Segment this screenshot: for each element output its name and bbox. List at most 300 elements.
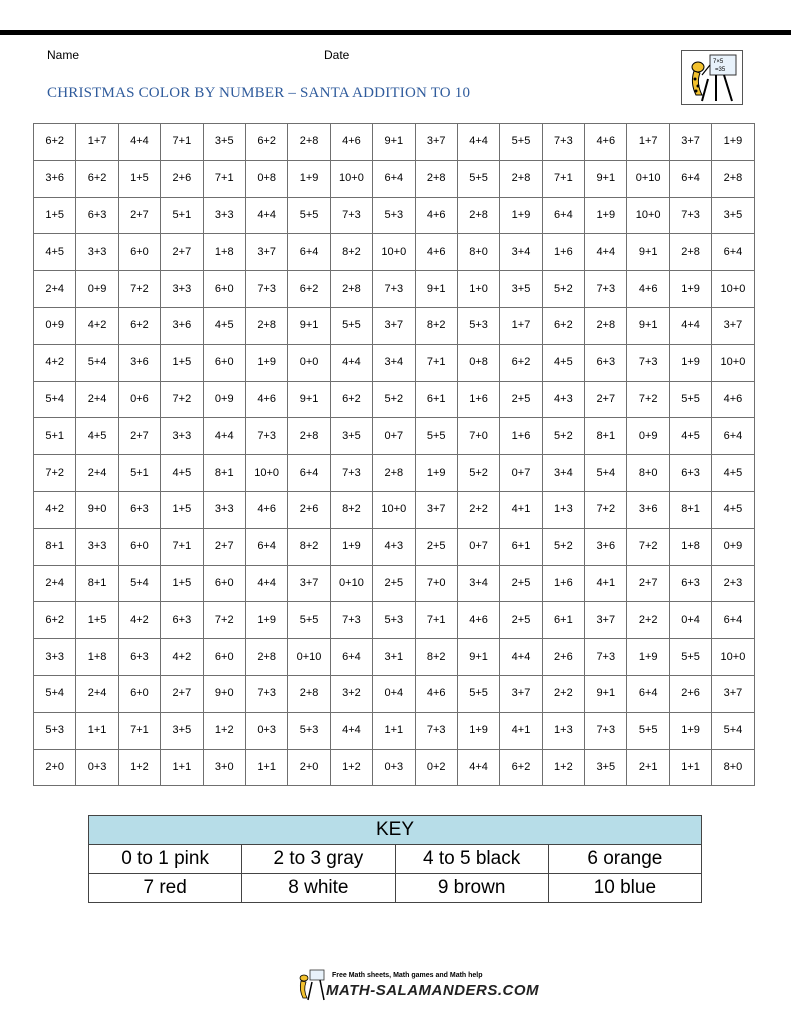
grid-cell: 10+0 (712, 344, 754, 381)
grid-cell: 0+3 (373, 749, 415, 786)
grid-cell: 1+5 (161, 491, 203, 528)
grid-cell: 6+2 (76, 160, 118, 197)
grid-cell: 2+7 (161, 234, 203, 271)
grid-cell: 6+1 (500, 528, 542, 565)
grid-cell: 4+4 (585, 234, 627, 271)
key-entry: 0 to 1 pink (89, 845, 242, 874)
grid-cell: 2+6 (161, 160, 203, 197)
grid-cell: 6+1 (542, 602, 584, 639)
grid-cell: 0+9 (76, 271, 118, 308)
grid-cell: 4+6 (245, 381, 287, 418)
grid-cell: 4+6 (585, 124, 627, 161)
grid-cell: 5+5 (669, 639, 711, 676)
grid-cell: 3+5 (161, 712, 203, 749)
grid-row (34, 602, 755, 639)
addition-grid (33, 123, 755, 786)
footer-branding (296, 968, 540, 1004)
grid-cell: 6+0 (118, 234, 160, 271)
grid-row (34, 528, 755, 565)
grid-cell: 5+5 (457, 675, 499, 712)
grid-cell: 1+1 (76, 712, 118, 749)
grid-cell: 2+7 (161, 675, 203, 712)
grid-cell: 2+7 (118, 197, 160, 234)
grid-cell: 2+5 (500, 381, 542, 418)
grid-cell: 9+0 (203, 675, 245, 712)
grid-cell: 8+2 (415, 307, 457, 344)
grid-cell: 1+5 (76, 602, 118, 639)
grid-row (34, 639, 755, 676)
grid-cell: 7+3 (585, 639, 627, 676)
grid-row (34, 749, 755, 786)
grid-cell: 1+9 (500, 197, 542, 234)
key-entry: 2 to 3 gray (242, 845, 395, 874)
grid-cell: 5+5 (288, 602, 330, 639)
grid-cell: 5+5 (330, 307, 372, 344)
grid-cell: 3+3 (203, 491, 245, 528)
grid-cell: 6+0 (203, 565, 245, 602)
key-entry: 6 orange (548, 845, 701, 874)
grid-cell: 7+3 (245, 271, 287, 308)
grid-cell: 7+1 (161, 124, 203, 161)
grid-cell: 2+8 (373, 455, 415, 492)
grid-cell: 6+2 (34, 602, 76, 639)
grid-row (34, 160, 755, 197)
grid-cell: 1+8 (203, 234, 245, 271)
grid-cell: 2+2 (457, 491, 499, 528)
grid-cell: 1+9 (330, 528, 372, 565)
grid-cell: 2+8 (245, 307, 287, 344)
grid-cell: 4+4 (118, 124, 160, 161)
svg-text:7×5: 7×5 (713, 59, 724, 65)
grid-cell: 3+3 (76, 234, 118, 271)
grid-cell: 10+0 (330, 160, 372, 197)
grid-cell: 4+4 (245, 565, 287, 602)
grid-cell: 6+2 (500, 344, 542, 381)
grid-cell: 6+0 (203, 271, 245, 308)
grid-cell: 9+0 (76, 491, 118, 528)
grid-cell: 2+4 (76, 455, 118, 492)
grid-cell: 6+2 (118, 307, 160, 344)
grid-cell: 3+7 (245, 234, 287, 271)
grid-cell: 3+6 (161, 307, 203, 344)
grid-cell: 8+1 (76, 565, 118, 602)
grid-cell: 7+1 (118, 712, 160, 749)
key-entry: 4 to 5 black (395, 845, 548, 874)
grid-cell: 3+4 (373, 344, 415, 381)
grid-cell: 1+9 (245, 344, 287, 381)
grid-row (34, 675, 755, 712)
grid-cell: 1+9 (415, 455, 457, 492)
grid-cell: 7+3 (245, 418, 287, 455)
grid-cell: 5+4 (34, 381, 76, 418)
grid-cell: 8+2 (330, 234, 372, 271)
grid-cell: 4+5 (712, 455, 754, 492)
grid-cell: 2+2 (542, 675, 584, 712)
grid-cell: 1+5 (161, 344, 203, 381)
grid-cell: 6+3 (585, 344, 627, 381)
grid-cell: 6+3 (161, 602, 203, 639)
grid-cell: 6+4 (288, 455, 330, 492)
date-label: Date (324, 48, 350, 62)
grid-cell: 2+8 (288, 675, 330, 712)
grid-cell: 1+6 (542, 234, 584, 271)
grid-cell: 9+1 (585, 160, 627, 197)
grid-cell: 5+4 (585, 455, 627, 492)
color-key (88, 815, 702, 903)
grid-cell: 1+9 (712, 124, 754, 161)
grid-cell: 4+2 (161, 639, 203, 676)
grid-cell: 0+7 (500, 455, 542, 492)
grid-cell: 5+3 (288, 712, 330, 749)
grid-cell: 10+0 (373, 234, 415, 271)
grid-cell: 9+1 (415, 271, 457, 308)
grid-cell: 7+1 (161, 528, 203, 565)
grid-cell: 6+3 (118, 639, 160, 676)
grid-cell: 1+6 (457, 381, 499, 418)
grid-cell: 5+1 (161, 197, 203, 234)
grid-cell: 1+9 (245, 602, 287, 639)
grid-cell: 7+0 (457, 418, 499, 455)
grid-cell: 6+2 (34, 124, 76, 161)
grid-cell: 7+3 (585, 271, 627, 308)
grid-row (34, 565, 755, 602)
key-entry: 10 blue (548, 874, 701, 903)
grid-cell: 8+2 (415, 639, 457, 676)
grid-cell: 2+7 (585, 381, 627, 418)
grid-row (34, 271, 755, 308)
grid-row (34, 234, 755, 271)
name-label: Name (47, 48, 80, 62)
grid-cell: 4+2 (118, 602, 160, 639)
grid-cell: 0+7 (373, 418, 415, 455)
grid-row (34, 344, 755, 381)
grid-cell: 2+2 (627, 602, 669, 639)
grid-cell: 4+5 (34, 234, 76, 271)
grid-cell: 7+3 (373, 271, 415, 308)
grid-cell: 1+7 (76, 124, 118, 161)
grid-cell: 3+5 (712, 197, 754, 234)
grid-cell: 4+6 (415, 197, 457, 234)
grid-cell: 10+0 (627, 197, 669, 234)
grid-cell: 2+6 (669, 675, 711, 712)
grid-cell: 7+2 (34, 455, 76, 492)
grid-cell: 9+1 (288, 381, 330, 418)
grid-cell: 4+6 (457, 602, 499, 639)
grid-cell: 0+7 (457, 528, 499, 565)
grid-cell: 6+3 (669, 565, 711, 602)
grid-cell: 6+0 (118, 528, 160, 565)
grid-cell: 5+4 (76, 344, 118, 381)
grid-cell: 1+1 (161, 749, 203, 786)
grid-row (34, 381, 755, 418)
grid-cell: 3+0 (203, 749, 245, 786)
grid-cell: 0+4 (669, 602, 711, 639)
grid-cell: 7+3 (415, 712, 457, 749)
grid-row (34, 491, 755, 528)
grid-cell: 1+2 (118, 749, 160, 786)
grid-cell: 1+5 (161, 565, 203, 602)
grid-cell: 6+4 (373, 160, 415, 197)
grid-cell: 1+5 (34, 197, 76, 234)
grid-cell: 1+8 (669, 528, 711, 565)
grid-cell: 6+4 (245, 528, 287, 565)
grid-cell: 4+4 (500, 639, 542, 676)
grid-cell: 2+8 (585, 307, 627, 344)
grid-cell: 10+0 (712, 639, 754, 676)
grid-cell: 7+3 (245, 675, 287, 712)
grid-cell: 8+2 (288, 528, 330, 565)
key-title: KEY (89, 816, 702, 845)
grid-cell: 4+2 (76, 307, 118, 344)
grid-cell: 5+2 (542, 271, 584, 308)
grid-cell: 7+2 (627, 528, 669, 565)
grid-cell: 3+4 (542, 455, 584, 492)
grid-cell: 9+1 (373, 124, 415, 161)
grid-cell: 4+2 (34, 491, 76, 528)
top-rule (0, 30, 791, 35)
grid-cell: 1+9 (457, 712, 499, 749)
grid-cell: 5+5 (627, 712, 669, 749)
grid-cell: 5+2 (542, 418, 584, 455)
grid-cell: 6+2 (542, 307, 584, 344)
grid-cell: 0+8 (457, 344, 499, 381)
grid-cell: 4+1 (500, 491, 542, 528)
grid-cell: 6+2 (245, 124, 287, 161)
grid-cell: 4+4 (203, 418, 245, 455)
grid-cell: 6+1 (415, 381, 457, 418)
key-entry: 8 white (242, 874, 395, 903)
grid-cell: 3+6 (585, 528, 627, 565)
grid-cell: 5+5 (500, 124, 542, 161)
grid-cell: 3+5 (203, 124, 245, 161)
grid-cell: 1+2 (203, 712, 245, 749)
grid-cell: 8+1 (585, 418, 627, 455)
grid-cell: 10+0 (712, 271, 754, 308)
grid-row (34, 455, 755, 492)
grid-cell: 2+5 (500, 565, 542, 602)
grid-cell: 8+0 (627, 455, 669, 492)
key-entry: 7 red (89, 874, 242, 903)
grid-cell: 2+1 (627, 749, 669, 786)
grid-cell: 8+1 (203, 455, 245, 492)
grid-cell: 7+2 (203, 602, 245, 639)
grid-cell: 1+7 (627, 124, 669, 161)
grid-cell: 4+6 (415, 234, 457, 271)
grid-cell: 4+5 (542, 344, 584, 381)
grid-cell: 6+3 (76, 197, 118, 234)
grid-cell: 2+5 (415, 528, 457, 565)
grid-cell: 4+6 (712, 381, 754, 418)
grid-cell: 5+5 (669, 381, 711, 418)
grid-row (34, 197, 755, 234)
grid-cell: 4+4 (245, 197, 287, 234)
grid-cell: 3+7 (415, 124, 457, 161)
grid-cell: 1+9 (669, 712, 711, 749)
grid-cell: 4+5 (669, 418, 711, 455)
grid-cell: 4+2 (34, 344, 76, 381)
grid-cell: 5+2 (373, 381, 415, 418)
grid-cell: 0+10 (627, 160, 669, 197)
grid-cell: 1+1 (245, 749, 287, 786)
grid-cell: 0+8 (245, 160, 287, 197)
grid-cell: 3+7 (288, 565, 330, 602)
grid-cell: 3+1 (373, 639, 415, 676)
grid-cell: 1+7 (500, 307, 542, 344)
grid-cell: 6+2 (288, 271, 330, 308)
grid-cell: 3+7 (373, 307, 415, 344)
grid-cell: 5+3 (457, 307, 499, 344)
grid-cell: 4+6 (245, 491, 287, 528)
grid-cell: 7+3 (669, 197, 711, 234)
grid-cell: 7+2 (161, 381, 203, 418)
grid-cell: 8+1 (669, 491, 711, 528)
grid-cell: 4+4 (457, 124, 499, 161)
grid-cell: 3+6 (118, 344, 160, 381)
grid-cell: 7+2 (118, 271, 160, 308)
grid-cell: 4+6 (330, 124, 372, 161)
grid-cell: 7+1 (415, 602, 457, 639)
grid-cell: 1+0 (457, 271, 499, 308)
grid-cell: 2+6 (542, 639, 584, 676)
grid-row (34, 712, 755, 749)
grid-cell: 5+2 (542, 528, 584, 565)
grid-cell: 9+1 (288, 307, 330, 344)
grid-cell: 0+3 (245, 712, 287, 749)
grid-cell: 1+3 (542, 712, 584, 749)
grid-cell: 1+9 (585, 197, 627, 234)
grid-cell: 5+4 (118, 565, 160, 602)
grid-cell: 3+7 (712, 675, 754, 712)
grid-cell: 2+8 (669, 234, 711, 271)
grid-cell: 3+3 (161, 418, 203, 455)
grid-cell: 4+5 (203, 307, 245, 344)
grid-cell: 7+3 (330, 197, 372, 234)
grid-cell: 7+3 (627, 344, 669, 381)
grid-cell: 8+1 (34, 528, 76, 565)
grid-cell: 2+8 (245, 639, 287, 676)
grid-cell: 2+8 (500, 160, 542, 197)
grid-cell: 6+4 (627, 675, 669, 712)
grid-cell: 9+1 (627, 307, 669, 344)
grid-cell: 7+2 (585, 491, 627, 528)
grid-cell: 7+3 (542, 124, 584, 161)
grid-cell: 3+7 (712, 307, 754, 344)
grid-cell: 4+3 (542, 381, 584, 418)
key-entry: 9 brown (395, 874, 548, 903)
grid-cell: 2+4 (34, 271, 76, 308)
grid-cell: 7+3 (330, 602, 372, 639)
grid-cell: 4+4 (669, 307, 711, 344)
grid-cell: 0+9 (34, 307, 76, 344)
grid-cell: 8+0 (457, 234, 499, 271)
grid-cell: 3+3 (34, 639, 76, 676)
grid-cell: 5+5 (457, 160, 499, 197)
grid-cell: 9+1 (627, 234, 669, 271)
grid-cell: 5+5 (288, 197, 330, 234)
grid-cell: 1+2 (330, 749, 372, 786)
grid-cell: 2+8 (288, 124, 330, 161)
grid-cell: 0+3 (76, 749, 118, 786)
grid-cell: 6+4 (669, 160, 711, 197)
grid-cell: 3+4 (500, 234, 542, 271)
grid-cell: 2+8 (712, 160, 754, 197)
grid-cell: 9+1 (457, 639, 499, 676)
grid-cell: 6+4 (712, 602, 754, 639)
grid-cell: 4+3 (373, 528, 415, 565)
grid-cell: 1+1 (669, 749, 711, 786)
grid-cell: 4+5 (712, 491, 754, 528)
grid-cell: 1+8 (76, 639, 118, 676)
grid-cell: 6+4 (330, 639, 372, 676)
grid-cell: 5+4 (712, 712, 754, 749)
grid-cell: 1+9 (627, 639, 669, 676)
grid-cell: 2+0 (288, 749, 330, 786)
grid-cell: 2+4 (76, 675, 118, 712)
grid-cell: 1+9 (669, 344, 711, 381)
grid-cell: 5+2 (457, 455, 499, 492)
grid-cell: 6+4 (712, 418, 754, 455)
grid-cell: 5+4 (34, 675, 76, 712)
grid-cell: 8+0 (712, 749, 754, 786)
grid-cell: 0+9 (712, 528, 754, 565)
grid-cell: 4+1 (585, 565, 627, 602)
grid-cell: 3+6 (34, 160, 76, 197)
grid-cell: 5+3 (373, 197, 415, 234)
grid-cell: 2+4 (34, 565, 76, 602)
grid-cell: 4+5 (161, 455, 203, 492)
grid-cell: 2+0 (34, 749, 76, 786)
grid-cell: 2+8 (330, 271, 372, 308)
grid-cell: 5+3 (34, 712, 76, 749)
grid-cell: 3+5 (585, 749, 627, 786)
grid-cell: 1+3 (542, 491, 584, 528)
grid-cell: 0+0 (288, 344, 330, 381)
grid-cell: 7+1 (542, 160, 584, 197)
grid-cell: 6+0 (203, 344, 245, 381)
grid-cell: 6+4 (712, 234, 754, 271)
grid-cell: 2+5 (373, 565, 415, 602)
grid-cell: 7+0 (415, 565, 457, 602)
grid-cell: 0+6 (118, 381, 160, 418)
grid-cell: 3+3 (161, 271, 203, 308)
grid-cell: 4+4 (330, 344, 372, 381)
grid-cell: 1+9 (669, 271, 711, 308)
grid-cell: 10+0 (245, 455, 287, 492)
grid-cell: 6+3 (669, 455, 711, 492)
salamander-logo-icon (681, 50, 743, 105)
grid-cell: 4+4 (330, 712, 372, 749)
grid-cell: 7+1 (203, 160, 245, 197)
footer-salamander-icon (296, 968, 326, 1002)
grid-cell: 3+3 (76, 528, 118, 565)
grid-cell: 5+1 (34, 418, 76, 455)
grid-cell: 6+2 (330, 381, 372, 418)
grid-cell: 7+3 (330, 455, 372, 492)
grid-cell: 2+8 (415, 160, 457, 197)
grid-cell: 0+10 (288, 639, 330, 676)
grid-cell: 1+9 (288, 160, 330, 197)
grid-cell: 2+8 (288, 418, 330, 455)
grid-cell: 2+7 (118, 418, 160, 455)
grid-cell: 4+4 (457, 749, 499, 786)
grid-cell: 4+5 (76, 418, 118, 455)
page-title: CHRISTMAS COLOR BY NUMBER – SANTA ADDITION TO 10 (47, 85, 471, 101)
footer-brand: MATH-SALAMANDERS.COM (326, 982, 540, 999)
grid-cell: 3+7 (500, 675, 542, 712)
grid-cell: 1+6 (542, 565, 584, 602)
grid-cell: 0+2 (415, 749, 457, 786)
grid-cell: 5+5 (415, 418, 457, 455)
